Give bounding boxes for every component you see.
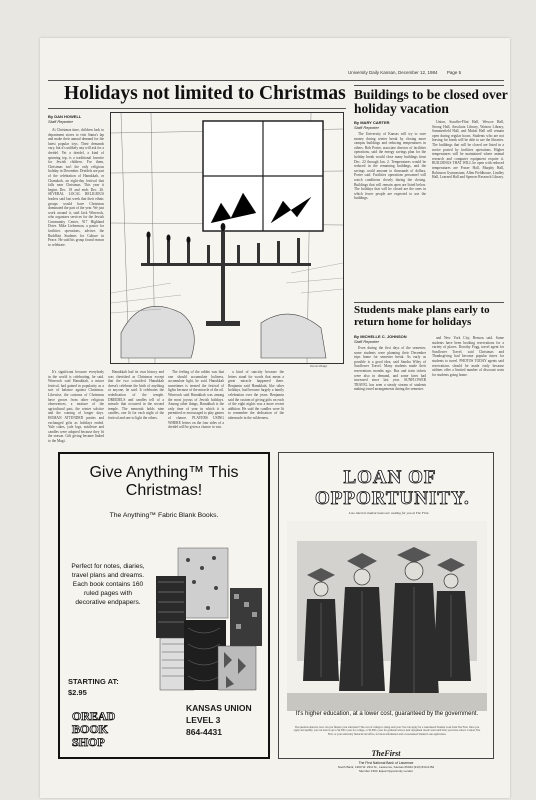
- ad2-fine-print: The question ahead is, how can you finance your education? The cost of college is rising each year. You can apply for a Guaranteed Student Loan from The First. Once you apply and qualify, you can borrow up to $2,500 a year for college, or $5,000 a year for graduate school. And repayment doesn't start until after you leave school. Contact The First, or your university financial aid office, for more information and a Guaranteed Student Loan application.: [293, 726, 481, 736]
- story2-headline: Buildings to be closed over holiday vacation: [354, 87, 508, 117]
- ad1-body: Perfect for notes, diaries, travel plans and dreams. Each book contains 160 ruled pages with decorative endpapers.: [71, 563, 145, 606]
- paper-dateline: University Daily Kansan, December 12, 1984: [348, 70, 438, 75]
- price-value: $2.95: [68, 688, 87, 697]
- story2-column-1: The University of Kansas will try to save money during winter break by closing more campus buildings and reducing temperatures in others. Bob Porter, associate director of facilities operations, said the energy savings plan for the holiday break would close many buildings from Dec. 22 through Jan. 2. Temperatures would be reduced in the remaining buildings, and the savings could amount to thousands of dollars, Porter said. Facilities operations personnel will watch conditions closely during the closing. Buildings that will remain open are listed below. The holidays that will be closed are the ones in which fewer people are expected to use the buildings.: [354, 132, 426, 201]
- ad1-headline: Give Anything™ This Christmas!: [89, 464, 239, 499]
- graduates-illustration: [287, 521, 487, 711]
- logo-line-2: BOOK: [72, 722, 109, 736]
- story2-byline: [354, 120, 426, 130]
- bank-member: Member FDIC Equal Opportunity Lender: [359, 769, 413, 773]
- page-header: [340, 70, 461, 75]
- oread-bookshop-ad: [58, 452, 270, 759]
- header-rule: [48, 80, 504, 81]
- bank-full-name: The First National Bank of Lawrence: [358, 761, 414, 765]
- story1-role: Staff Reporter: [48, 119, 73, 124]
- story3-headline: Students make plans early to return home for holidays: [354, 304, 490, 328]
- store-level: LEVEL 3: [186, 715, 221, 725]
- story2-column-2: Union, Stauffer-Flint Hall, Wescoe Hall, Strong Hall, Anschutz Library, Watson Library, Summerfield Hall, and Malott Hall will remain open during regular hours. Students who are not leaving for break will be able to use the libraries. The buildings that will be closed are listed in a notice posted by facilities operations. Higher temperatures will be maintained where animal research and computer equipment require it. BUILDINGS THAT WILL be open with reduced temperatures are Fraser Hall, Murphy Hall, Robinson Gymnasium, Allen Fieldhouse, Lindley Hall, Learned Hall and Spencer Research Library.: [432, 120, 504, 180]
- ad1-price-block: [68, 676, 148, 698]
- story3-top-rule: [354, 302, 504, 303]
- story3-column-2: and New York City, Benson said. Some students have been booking reservations for a variety of places. Dorothy Fogg, travel agent for Sunflower Travel, said Christmas and Thanksgiving had become popular times for students to travel. PHOTOS TODAY agents said reservations should be made early because airlines offer a limited number of discount seats for students going home.: [432, 336, 504, 377]
- first-bank-loan-ad: [278, 452, 494, 773]
- bank-logo: TheFirst: [371, 749, 401, 758]
- ad2-slogan: It's higher education, at a lower cost, guaranteed by the government.: [295, 711, 479, 717]
- story1-column-3: Hanukkah had its own history and was cherished as Christmas except that the two coincided. Hanukkah doesn't celebrate the birth of anything or anyone, he said. It celebrates the rededication of the temple. DREIDELS and candles tell of a miracle that occurred in the second temple. The menorah holds nine candles, one lit for each night of the festival and one to light the others.: [108, 370, 164, 420]
- ad2-headline: LOAN OF OPPORTUNITY.: [315, 467, 470, 509]
- hanukkah-illustration: [110, 112, 344, 364]
- ad1-store-info: [186, 702, 266, 738]
- fabric-books-photo: [154, 548, 264, 694]
- logo-line-3: SHOP: [72, 735, 105, 749]
- bank-signature: [279, 743, 493, 773]
- story1-byline: [48, 114, 104, 124]
- story3-byline: [354, 334, 426, 344]
- menorah-window-drawing: [111, 113, 343, 363]
- story1-column-5: a kind of sanctity because the letters stand for words that mean a great miracle happened there. Benjamin said Hanukkah, like other holidays, had become largely a family celebration over the years. Benjamin said the custom of giving gifts on each of the eight nights was a more recent addition. He said the candles were lit to remember the dedication of the tabernacle in the wilderness.: [228, 370, 284, 420]
- bank-address: South Bank, 1300 W. 23rd St., Lawrence, Kansas 66044 (913) 843-0152: [337, 765, 435, 769]
- story3-column-1: Even during the first days of the semester, some students were planning their December trips home for semester break. As early as possible is a good idea, said Sandra Wiley of Sunflower Travel. Many students made their reservations months ago. Bus and train tickets were also in demand, and some fares had increased since last year. SUNFLOWER TRAVEL has seen a steady stream of students making travel arrangements during the semester.: [354, 346, 426, 392]
- story1-column-2: It's significant because everybody in the world is celebrating, he said. Winerock said Hanukkah, a minor festival, had gained in popularity as a sort of balance against Christmas. Likewise, the customs of Christmas have grown from other religious observances, a mixture of the agricultural past, the winter solstice and the coming of longer days. HOMAN ATTENDED parties and exchanged gifts as holidays ended. Yule cakes, yule logs, mistletoe and candles were adopted because they fit the season. Gift giving became linked to the Magi.: [48, 370, 104, 443]
- story1-rule: [48, 108, 346, 109]
- story2-top-rule: [354, 85, 504, 86]
- store-name: KANSAS UNION: [186, 703, 252, 713]
- page-number: Page 5: [446, 70, 462, 75]
- story2-author: By MARY CARTER: [354, 120, 390, 125]
- story3-author: By MICHELLE C. JOHNSON: [354, 334, 407, 339]
- story1-author: By DAN HOWELL: [48, 114, 82, 119]
- story1-headline: Holidays not limited to Christmas: [64, 83, 346, 104]
- logo-line-1: OREAD: [72, 709, 116, 723]
- illustration-credit: Dennis Hodge: [310, 364, 328, 368]
- ad1-subhead: The Anything™ Fabric Blank Books.: [109, 512, 219, 519]
- story1-column-1: At Christmas time, children look to department stores to visit Santa's lap and make their annual demand for the latest popular toys. Their demands vary, but it's unlikely any will ask for a dreidel. Yet a dreidel, a kind of spinning top, is a traditional favorite for Jewish children. For them, Christmas isn't the only religious holiday in December. Dreidels are part of the celebration of Hanukkah, or Chanukah, an eight-day festival that falls near Christmas. This year it begins Dec. 18 and ends Dec. 26. SEVERAL LOCAL RELIGIOUS leaders said last week that their ethnic groups would have Christmas dominated the part of the year. We just work around it, said Jack Winerock, who organizes services for the Jewish Community Center, 917 Highland Drive. Mike Lieberman, a pastor for facilities operations, advises the Buddhist Students for Culture in Peace. He said his group found reason to celebrate.: [48, 128, 105, 247]
- story2-role: Staff Reporter: [354, 125, 379, 130]
- story3-role: Staff Reporter: [354, 339, 379, 344]
- ad2-tagline: Low-interest student loans are waiting for you at The First.: [348, 511, 430, 515]
- price-label: STARTING AT:: [68, 677, 119, 686]
- oread-book-shop-logo: [70, 708, 132, 748]
- story1-column-4: The feeling of the rabbis was that one should accumulate holiness, accumulate light, he said. Hanukkah sometimes is termed the festival of lights because of the miracle of the oil. Winerock said Hanukkah was among the most joyous of Jewish holidays. Among other things, Hanukkah is the only time of year in which it is permitted or encouraged to play games of chance. PLAYERS USING WHERE letters on the four sides of a dreidel will be given a chance to win.: [168, 370, 224, 430]
- store-phone: 864-4431: [186, 727, 222, 737]
